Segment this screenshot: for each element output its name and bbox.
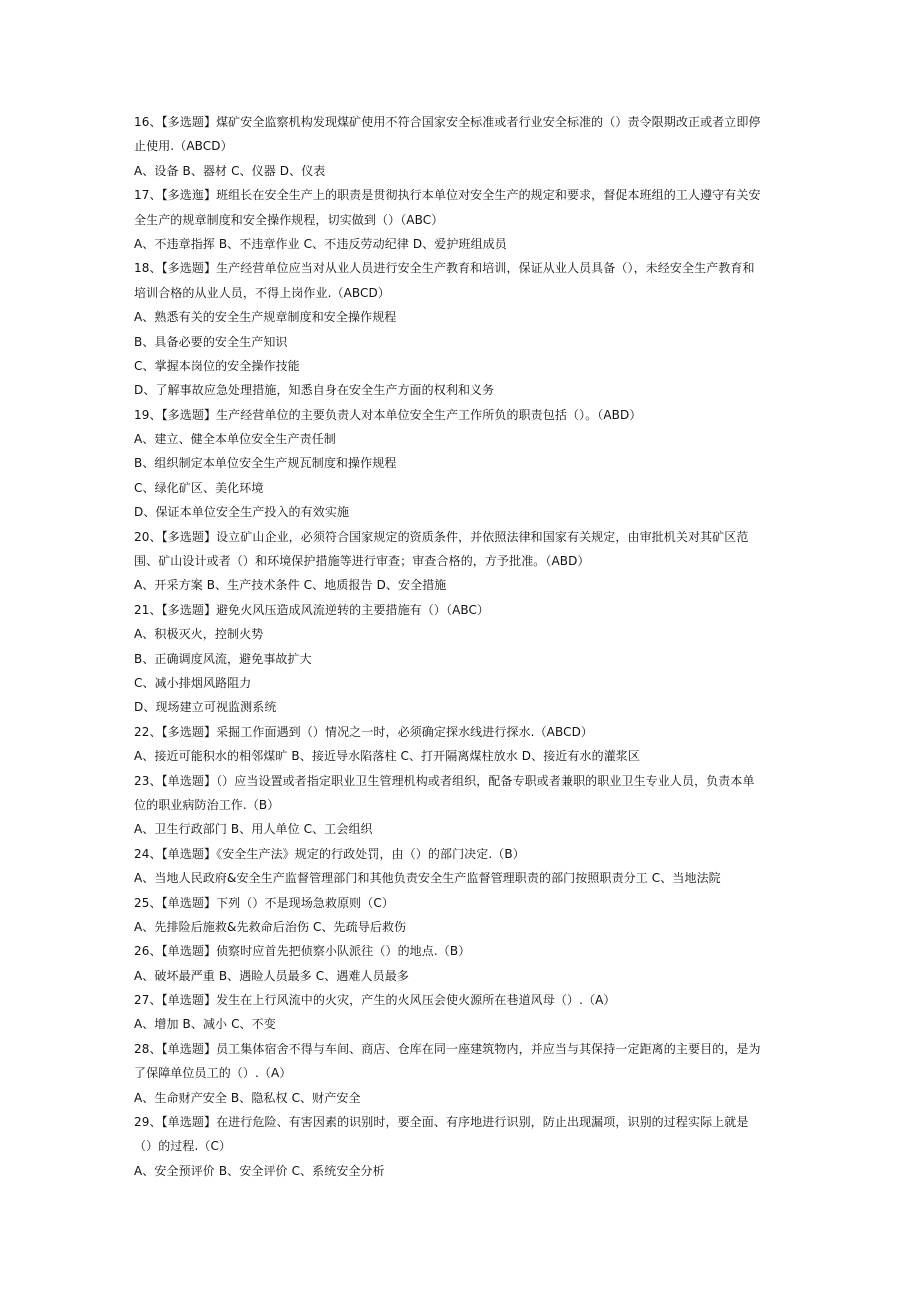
q19-line-1: 19、【多选题】生产经营单位的主要负责人对本单位安全生产工作所负的职责包括（）。（ABD）: [134, 407, 642, 422]
q17-line-2: 全生产的规章制度和安全操作规程，切实做到（）（ABC）: [134, 212, 444, 227]
q18-option-d: D、了解事故应急处理措施，知悉自身在安全生产方面的权利和义务: [134, 383, 495, 398]
q21-option-d: D、现场建立可视监测系统: [134, 700, 277, 715]
q25-options: A、先排险后施救&先救命后治伤 C、先疏导后救伤: [134, 919, 407, 934]
q19-option-d: D、保证本单位安全生产投入的有效实施: [134, 505, 350, 520]
q18-option-b: B、具备必要的安全生产知识: [134, 334, 288, 349]
q28-line-1: 28、【单选题】员工集体宿舍不得与车间、商店、仓库在同一座建筑物内，并应当与其保持一定距离的主要目的，是为: [134, 1041, 761, 1056]
q20-line-2: 围、矿山设计或者（）和环境保护措施等进行审查；审查合格的，方予批准。（ABD）: [134, 554, 590, 569]
q22-options: A、接近可能积水的相邻煤旷 B、接近导水陷落柱 C、打开隔离煤柱放水 D、接近有水的灌浆区: [134, 749, 641, 764]
q21-option-b: B、正确调度风流，避免事故扩大: [134, 651, 312, 666]
q18-line-1: 18、【多选题】生产经营单位应当对从业人员进行安全生产教育和培训，保证从业人员具备（），未经安全生产教育和: [134, 261, 755, 276]
q16-options: A、设备 B、器材 C、仪器 D、仪表: [134, 163, 326, 178]
q23-line-2: 位的职业病防治工作.（B）: [134, 797, 280, 812]
q26-options: A、破坏最严重 B、遇睑人员最多 C、遇难人员最多: [134, 968, 409, 983]
q23-options: A、卫生行政部门 B、用人单位 C、工会组织: [134, 822, 373, 837]
q19-option-c: C、绿化矿区、美化环境: [134, 480, 264, 495]
q26-line-1: 26、【单选题】侦察时应首先把侦察小队派往（）的地点.（B）: [134, 944, 471, 959]
q16-line-2: 止使用.（ABCD）: [134, 139, 233, 154]
q16-line-1: 16、【多选题】煤矿安全监察机构发现煤矿使用不符合国家安全标准或者行业安全标准的（）责令限期改正或者立即停: [134, 115, 761, 129]
q19-option-b: B、组织制定本单位安全生产规瓦制度和操作规程: [134, 456, 397, 471]
q21-option-c: C、减小排烟风路阻力: [134, 675, 252, 690]
q29-line-2: （）的过程.（C）: [134, 1139, 232, 1154]
q18-option-c: C、掌握本岗位的安全操作技能: [134, 358, 300, 373]
q28-options: A、生命财产安全 B、隐私权 C、财产安全: [134, 1090, 361, 1105]
q28-line-2: 了保障单位员工的（）.（A）: [134, 1066, 292, 1081]
q18-line-2: 培训合格的从业人员，不得上岗作业.（ABCD）: [134, 285, 390, 300]
q17-options: A、不违章指挥 B、不违章作业 C、不违反劳动纪律 D、爱护班组成员: [134, 236, 507, 251]
q20-options: A、开采方案 B、生产技术条件 C、地质报告 D、安全措施: [134, 578, 447, 593]
q24-options: A、当地人民政府&安全生产监督管理部门和其他负责安全生产监督管理职责的部门按照职责分工 C、当地法院: [134, 871, 721, 886]
q22-line-1: 22、【多选题】采掘工作面遇到（）情况之一时，必须确定探水线进行探水.（ABCD）: [134, 724, 594, 739]
q18-option-a: A、熟悉有关的安全生产规章制度和安全操作规程: [134, 310, 397, 325]
q27-options: A、增加 B、减小 C、不变: [134, 1017, 276, 1032]
q23-line-1: 23、【单选题】（）应当设置或者指定职业卫生管理机构或者组织，配备专职或者兼职的职业卫生专业人员，负责本单: [134, 773, 755, 788]
q21-line-1: 21、【多选题】避免火风压造成风流逆转的主要措施有（）（ABC）: [134, 602, 490, 617]
q17-line-1: 17、【多选迤】班组长在安全生产上的职责是贯彻执行本单位对安全生产的规定和要求，督促本班组的工人遵守有关安: [134, 188, 761, 203]
q20-line-1: 20、【多选题】设立矿山企业，必须符合国家规定的资质条件，并依照法律和国家有关规定，由审批机关对其矿区范: [134, 529, 749, 544]
q29-options: A、安全预评价 B、安全评价 C、系统安全分析: [134, 1163, 385, 1178]
q29-line-1: 29、【单选题】在进行危险、有害因素的识别时，要全面、有序地进行识别，防止出现漏项，识别的过程实际上就是: [134, 1115, 749, 1130]
document-body: [134, 110, 784, 1183]
q24-line-1: 24、【单选题】《安全生产法》规定的行政处罚，由（）的部门决定.（B）: [134, 846, 525, 861]
q21-option-a: A、积极灭火，控制火势: [134, 627, 264, 642]
q19-option-a: A、建立、健全本单位安全生产责任制: [134, 432, 336, 447]
q27-line-1: 27、【单选题】发生在上行风流中的火灾，产生的火风压会使火源所在巷道风母（）.（A）: [134, 993, 616, 1008]
q25-line-1: 25、【单选题】下列（）不是现场急救原则（C）: [134, 895, 394, 910]
